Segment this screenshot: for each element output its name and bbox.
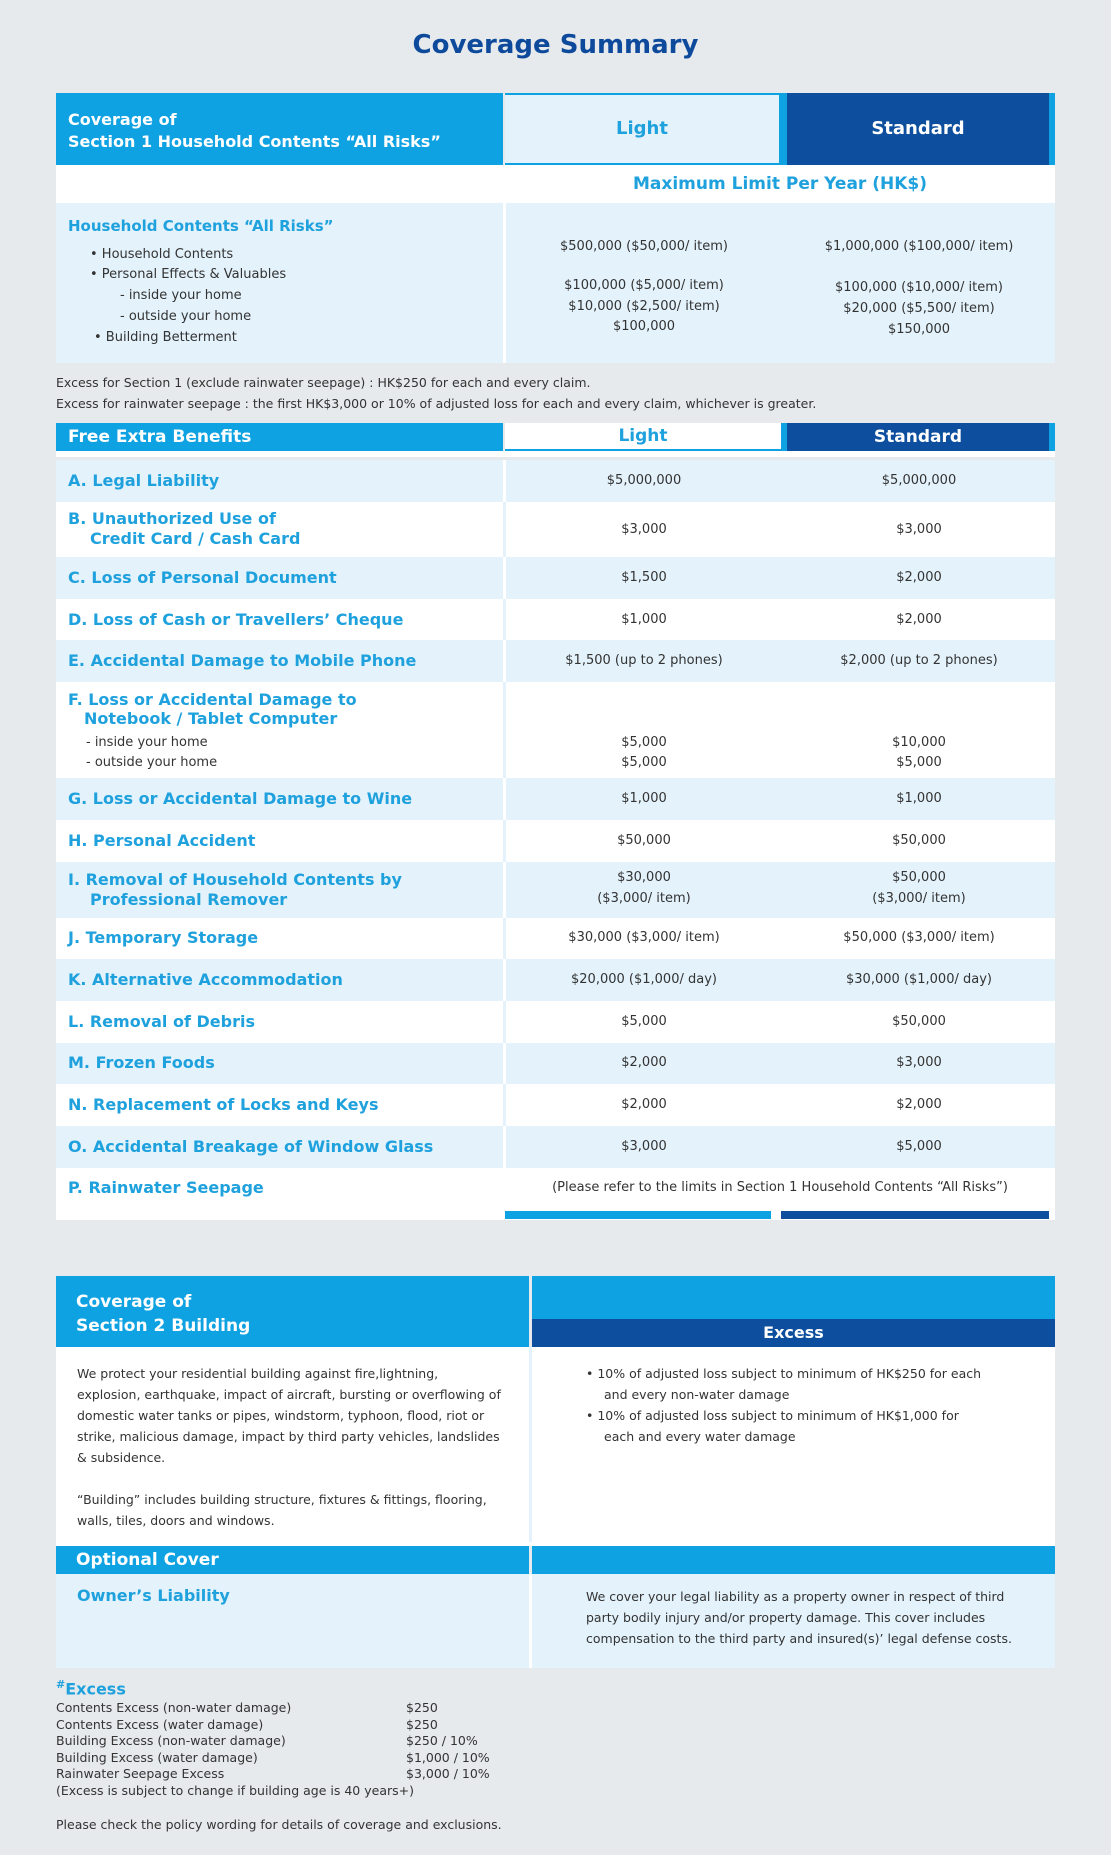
benefits-plan-standard-label: Standard bbox=[873, 427, 963, 447]
item-building-betterment: • Building Betterment bbox=[94, 330, 237, 345]
section1-content bbox=[56, 203, 1055, 363]
benefit-standard-value: $2,000 (up to 2 phones) bbox=[840, 653, 998, 668]
benefit-standard-value: $50,000 bbox=[892, 833, 946, 848]
benefit-row-n bbox=[56, 1084, 1055, 1126]
section1-header-line1: Coverage of bbox=[68, 110, 177, 129]
benefit-standard-value: $2,000 bbox=[896, 1097, 942, 1112]
footer-excess-label: Rainwater Seepage Excess bbox=[56, 1766, 225, 1781]
light-bottom-bar bbox=[505, 1211, 771, 1219]
section2-header bbox=[56, 1276, 529, 1347]
benefits-table bbox=[56, 423, 1055, 1220]
section2-description: We protect your residential building against fire,lightning, explosion, earthquake, impact of aircraft, bursting or overflowing of domestic water tanks or pipes, windstorm, typhoon, flood, riot or strike, malicious damage, impact by third party vehicles, landslides & subsidence. bbox=[77, 1366, 501, 1465]
benefit-label: P. Rainwater Seepage bbox=[68, 1178, 264, 1197]
page-title: Coverage Summary bbox=[412, 30, 699, 60]
section2-table bbox=[56, 1276, 1055, 1668]
benefit-light-value: $30,000 ($3,000/ item) bbox=[568, 930, 720, 945]
benefit-light-value: $1,000 bbox=[621, 791, 667, 806]
benefit-standard-value: $5,000 bbox=[896, 1139, 942, 1154]
light-value: $500,000 ($50,000/ item) bbox=[560, 239, 728, 254]
footer-excess-label: Building Excess (water damage) bbox=[56, 1749, 258, 1765]
benefit-label: M. Frozen Foods bbox=[68, 1053, 215, 1072]
benefit-label: D. Loss of Cash or Travellers’ Cheque bbox=[68, 610, 404, 629]
item-personal-effects: • Personal Effects & Valuables bbox=[90, 267, 287, 282]
benefit-light-value: $5,000 bbox=[621, 735, 667, 750]
footer-excess-value: $250 bbox=[406, 1716, 438, 1732]
benefit-row-c bbox=[56, 557, 1055, 599]
excess-list bbox=[586, 1363, 1026, 1447]
excess-item-line2: each and every water damage bbox=[604, 1429, 796, 1444]
benefit-label: B. Unauthorized Use of bbox=[68, 509, 276, 528]
divider bbox=[529, 1347, 532, 1542]
optional-cover-header-right bbox=[532, 1546, 1055, 1574]
footer-excess-label: Contents Excess (water damage) bbox=[56, 1716, 264, 1732]
benefit-row-p bbox=[56, 1168, 1055, 1220]
benefit-row-d bbox=[56, 599, 1055, 640]
standard-bottom-bar bbox=[781, 1211, 1049, 1219]
excess-item-line1: • 10% of adjusted loss subject to minimum of HK$250 for each bbox=[586, 1366, 982, 1381]
benefits-plan-standard bbox=[787, 423, 1049, 451]
section1-header-line2: Section 1 Household Contents “All Risks” bbox=[68, 132, 441, 151]
spacer bbox=[56, 451, 1055, 457]
benefit-row-o bbox=[56, 1126, 1055, 1168]
benefit-row-g bbox=[56, 778, 1055, 820]
max-limit-label: Maximum Limit Per Year (HK$) bbox=[633, 174, 927, 194]
benefits-header bbox=[56, 423, 503, 451]
benefits-header-label: Free Extra Benefits bbox=[68, 427, 252, 447]
benefit-label-line2: Professional Remover bbox=[90, 890, 288, 909]
benefit-light-value: $5,000 bbox=[621, 755, 667, 770]
benefit-light-value: $2,000 bbox=[621, 1055, 667, 1070]
benefit-label: N. Replacement of Locks and Keys bbox=[68, 1095, 379, 1114]
benefits-plan-light-label: Light bbox=[618, 426, 668, 446]
benefit-light-value: $3,000 bbox=[621, 1139, 667, 1154]
owners-liability-row bbox=[56, 1574, 1055, 1668]
standard-value: $100,000 ($10,000/ item) bbox=[835, 280, 1003, 295]
benefit-light-value: $50,000 bbox=[617, 833, 671, 848]
benefit-standard-value: $5,000 bbox=[896, 755, 942, 770]
benefit-row-h bbox=[56, 820, 1055, 862]
plan-standard-header bbox=[787, 93, 1049, 165]
plan-light-header bbox=[505, 93, 781, 165]
footer-excess-row bbox=[56, 1766, 556, 1783]
benefit-row-a bbox=[56, 460, 1055, 502]
benefit-light-value: $1,500 bbox=[621, 570, 667, 585]
footer-excess-row bbox=[56, 1717, 556, 1734]
benefit-label: K. Alternative Accommodation bbox=[68, 970, 343, 989]
optional-cover-label: Optional Cover bbox=[76, 1550, 219, 1570]
standard-value: $20,000 ($5,500/ item) bbox=[843, 301, 995, 316]
excess-header bbox=[532, 1319, 1055, 1347]
footer-excess-mark: # bbox=[56, 1678, 66, 1691]
benefit-standard-value: $3,000 bbox=[896, 522, 942, 537]
benefit-light-value: $1,000 bbox=[621, 612, 667, 627]
benefit-standard-value: $2,000 bbox=[896, 612, 942, 627]
benefit-label: I. Removal of Household Contents by bbox=[68, 870, 402, 889]
footer-excess-value: $250 bbox=[406, 1700, 438, 1715]
footer-excess-value: $3,000 / 10% bbox=[406, 1766, 490, 1781]
item-inside-home: - inside your home bbox=[120, 288, 242, 303]
benefit-sub-outside: - outside your home bbox=[86, 755, 218, 770]
footer-excess-value: $250 / 10% bbox=[406, 1733, 478, 1748]
benefit-row-e bbox=[56, 640, 1055, 682]
benefit-span-value: (Please refer to the limits in Section 1 Household Contents “All Risks”) bbox=[552, 1180, 1008, 1195]
footer-age-note: (Excess is subject to change if building age is 40 years+) bbox=[56, 1782, 414, 1798]
section2-body bbox=[56, 1347, 1055, 1542]
excess-note-2: Excess for rainwater seepage : the first HK$3,000 or 10% of adjusted loss for each and every claim, whichever is greater. bbox=[56, 396, 817, 411]
benefit-row-b bbox=[56, 502, 1055, 557]
item-outside-home: - outside your home bbox=[120, 309, 252, 324]
owners-liability-title: Owner’s Liability bbox=[77, 1586, 230, 1605]
footer-excess-row bbox=[56, 1750, 556, 1767]
light-value: $100,000 bbox=[612, 319, 676, 334]
excess-note-1: Excess for Section 1 (exclude rainwater seepage) : HK$250 for each and every claim. bbox=[56, 375, 591, 390]
divider bbox=[529, 1574, 532, 1668]
light-value: $10,000 ($2,500/ item) bbox=[568, 299, 720, 314]
benefit-sub-inside: - inside your home bbox=[86, 735, 208, 750]
excess-header-top bbox=[532, 1276, 1055, 1319]
benefits-plan-light bbox=[505, 423, 781, 451]
benefit-standard-value: $5,000,000 bbox=[881, 473, 957, 488]
footer-excess-label: Building Excess (non-water damage) bbox=[56, 1733, 286, 1748]
section2-building-note: “Building” includes building structure, fixtures & fittings, flooring, walls, tiles, doors and windows. bbox=[77, 1492, 487, 1528]
benefit-light-value: $3,000 bbox=[621, 522, 667, 537]
footer-excess-label: Contents Excess (non-water damage) bbox=[56, 1700, 292, 1715]
benefit-label-line2: Credit Card / Cash Card bbox=[90, 529, 301, 548]
benefit-standard-value: $30,000 ($1,000/ day) bbox=[846, 972, 992, 987]
benefit-light-value: $5,000 bbox=[621, 1014, 667, 1029]
footer-excess-title bbox=[56, 1678, 126, 1698]
benefit-label: G. Loss or Accidental Damage to Wine bbox=[68, 789, 413, 808]
standard-values bbox=[783, 203, 1055, 363]
benefit-label: F. Loss or Accidental Damage to bbox=[68, 690, 357, 709]
max-limit-row bbox=[56, 165, 1055, 203]
benefit-row-i bbox=[56, 862, 1055, 918]
benefit-light-value: $5,000,000 bbox=[606, 473, 682, 488]
plan-standard-label: Standard bbox=[871, 118, 965, 139]
section1-table bbox=[56, 93, 1055, 373]
footer-excess-row bbox=[56, 1733, 556, 1750]
benefit-label-line2: Notebook / Tablet Computer bbox=[84, 709, 338, 728]
excess-item-line1: • 10% of adjusted loss subject to minimum of HK$1,000 for bbox=[586, 1408, 959, 1423]
benefit-standard-value: $50,000 bbox=[892, 870, 946, 885]
benefit-standard-value: $1,000 bbox=[896, 791, 942, 806]
benefit-row-f bbox=[56, 682, 1055, 778]
owners-liability-desc: We cover your legal liability as a property owner in respect of third party bodily injury and/or property damage. This cover includes compensation to the third party and insured(s)’ legal defense costs. bbox=[586, 1589, 1012, 1646]
footer-excess-value: $1,000 / 10% bbox=[406, 1749, 490, 1765]
benefit-light-value: $1,500 (up to 2 phones) bbox=[565, 653, 723, 668]
household-contents-title: Household Contents “All Risks” bbox=[68, 217, 334, 235]
footer-excess-title-text: Excess bbox=[65, 1679, 126, 1699]
benefit-row-k bbox=[56, 959, 1055, 1001]
benefit-standard-value: $50,000 ($3,000/ item) bbox=[843, 930, 995, 945]
footer-policy-note: Please check the policy wording for details of coverage and exclusions. bbox=[56, 1817, 502, 1832]
excess-item-line2: and every non-water damage bbox=[604, 1387, 790, 1402]
benefit-light-value: $30,000 bbox=[617, 870, 671, 885]
benefit-row-j bbox=[56, 918, 1055, 959]
standard-value: $150,000 bbox=[887, 322, 951, 337]
benefit-light-value: ($3,000/ item) bbox=[597, 891, 691, 906]
benefit-label: E. Accidental Damage to Mobile Phone bbox=[68, 651, 417, 670]
benefit-label: A. Legal Liability bbox=[68, 471, 220, 490]
footer-excess-row bbox=[56, 1700, 556, 1717]
benefits-standard-accent-right bbox=[1049, 423, 1055, 451]
plan-standard-accent-right bbox=[1049, 93, 1055, 165]
benefit-light-value: $2,000 bbox=[621, 1097, 667, 1112]
item-household-contents: • Household Contents bbox=[90, 247, 234, 262]
light-values bbox=[505, 203, 783, 363]
benefit-row-m bbox=[56, 1043, 1055, 1084]
benefit-standard-value: $3,000 bbox=[896, 1055, 942, 1070]
benefit-light-value: $20,000 ($1,000/ day) bbox=[571, 972, 717, 987]
benefit-standard-value: ($3,000/ item) bbox=[872, 891, 966, 906]
section2-header-line2: Section 2 Building bbox=[76, 1316, 251, 1336]
benefit-label: L. Removal of Debris bbox=[68, 1012, 255, 1031]
benefit-row-l bbox=[56, 1001, 1055, 1043]
benefit-label: O. Accidental Breakage of Window Glass bbox=[68, 1137, 434, 1156]
benefit-standard-value: $10,000 bbox=[892, 735, 946, 750]
section1-header bbox=[56, 93, 503, 165]
section2-header-line1: Coverage of bbox=[76, 1292, 192, 1312]
standard-value: $1,000,000 ($100,000/ item) bbox=[824, 239, 1014, 254]
optional-cover-header bbox=[56, 1546, 529, 1574]
light-value: $100,000 ($5,000/ item) bbox=[564, 278, 724, 293]
benefit-label: C. Loss of Personal Document bbox=[68, 568, 337, 587]
benefit-standard-value: $50,000 bbox=[892, 1014, 946, 1029]
benefit-label: J. Temporary Storage bbox=[68, 928, 259, 947]
excess-header-label: Excess bbox=[763, 1323, 824, 1342]
benefit-standard-value: $2,000 bbox=[896, 570, 942, 585]
benefit-label: H. Personal Accident bbox=[68, 831, 256, 850]
footer-excess-table bbox=[56, 1700, 556, 1799]
plan-light-label: Light bbox=[616, 118, 668, 139]
